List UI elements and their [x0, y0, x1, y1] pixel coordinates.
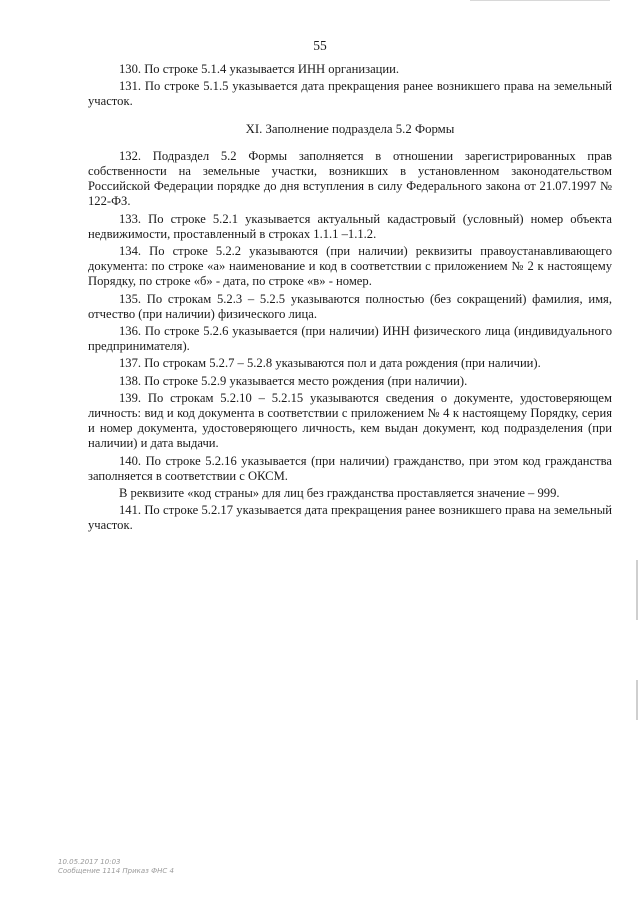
footer-line-2: Сообщение 1114 Приказ ФНС 4 [58, 867, 174, 875]
paragraph-134: 134. По строке 5.2.2 указываются (при наличии) реквизиты правоустанавливающего документа: по строке «а» наименование и код в соответствии с приложением № 2 к настоящему Порядку, по строке «б» - дата, по строке «в» - номер. [88, 244, 612, 289]
paragraph-140: 140. По строке 5.2.16 указывается (при наличии) гражданство, при этом код гражданства заполняется в соответствии с ОКСМ. [88, 453, 612, 483]
footer-stamp [58, 858, 174, 876]
paragraph-132: 132. Подраздел 5.2 Формы заполняется в отношении зарегистрированных прав собственности на земельные участки, возникших в установленном законодательством Российской Федерации порядке до дня вступления в силу Федерального закона от 21.07.1997 № 122-ФЗ. [88, 148, 612, 209]
footer-line-1: 10.05.2017 10:03 [58, 858, 121, 866]
paragraph-138: 138. По строке 5.2.9 указывается место рождения (при наличии). [119, 373, 468, 388]
scan-artifact-line [470, 0, 610, 1]
scan-edge-mark [636, 560, 638, 620]
paragraph-131: 131. По строке 5.1.5 указывается дата прекращения ранее возникшего права на земельный участок. [88, 79, 612, 109]
paragraph-136: 136. По строке 5.2.6 указывается (при наличии) ИНН физического лица (индивидуального предпринимателя). [88, 324, 612, 354]
paragraph-139: 139. По строкам 5.2.10 – 5.2.15 указываются сведения о документе, удостоверяющем личность: вид и код документа в соответствии с приложением № 4 к настоящему Порядку, серия и номер документа, удостоверяющего личность, кем выдан документ, код подразделения (при наличии) и дата выдачи. [88, 390, 612, 451]
section-title: XI. Заполнение подраздела 5.2 Формы [245, 121, 455, 136]
document-body [88, 62, 612, 536]
paragraph-137: 137. По строкам 5.2.7 – 5.2.8 указываются пол и дата рождения (при наличии). [119, 356, 541, 371]
scan-edge-mark [636, 680, 638, 720]
paragraph-141: 141. По строке 5.2.17 указывается дата прекращения ранее возникшего права на земельный участок. [88, 503, 612, 533]
paragraph-130: 130. По строке 5.1.4 указывается ИНН организации. [119, 62, 400, 76]
paragraph-140-note: В реквизите «код страны» для лиц без гражданства проставляется значение – 999. [119, 486, 560, 501]
paragraph-135: 135. По строкам 5.2.3 – 5.2.5 указываются полностью (без сокращений) фамилия, имя, отчество (при наличии) физического лица. [88, 291, 612, 321]
paragraph-133: 133. По строке 5.2.1 указывается актуальный кадастровый (условный) номер объекта недвижимости, проставленный в строках 1.1.1 –1.1.2. [88, 211, 612, 241]
page-number: 55 [313, 38, 327, 53]
